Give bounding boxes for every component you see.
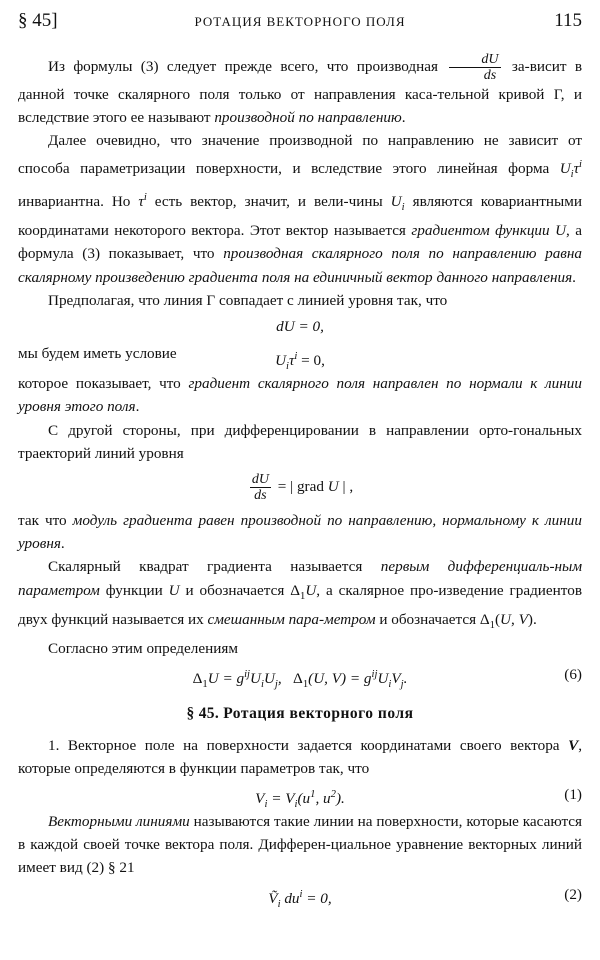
equation-2-tag: (2) (564, 885, 582, 903)
equation-1: $V_i = V_i(u^1$, $u^2$). (1) (18, 780, 582, 810)
paragraph-4: мы будем иметь условие (18, 345, 177, 363)
section-heading: § 45. Ротация векторного поля (186, 705, 414, 723)
header-title: РОТАЦИЯ ВЕКТОРНОГО ПОЛЯ (194, 14, 406, 29)
paragraph-1: Из формулы (3) следует прежде всего, что производная $\frac{dU}{ds}$ за-висит в данной точке скалярного поля только от направления каса-тельной кривой Г, и вследствие этого ее называют производной по направлению. (18, 52, 583, 127)
body-text (18, 52, 582, 910)
equation-6: $\Delta_1U = g^{ij}U_iU_j$, $\Delta_1(U$, $V) = g^{ij}U_iV_j$. (6) (18, 660, 582, 690)
equation-U-tau-zero: $U_i\tau^i = 0$, (275, 351, 325, 373)
equation-grad-modulus: $\frac{dU}{ds}$ = | grad U | , (251, 472, 354, 504)
equation-1-tag: (1) (564, 785, 582, 803)
paragraph-11: Векторными линиями называются такие линии на поверхности, которые касаются в каждой своей точке вектора поля. Дифферен-циальное уравнение векторных линий имеет вид (2) § 21 (18, 812, 583, 877)
paragraph-10: 1. Векторное поле на поверхности задается координатами своего вектора V, которые определяются в функции параметров так, что (18, 736, 583, 777)
header-section-ref: § 45] (18, 10, 58, 31)
equation-2: Ṽ$_i$ $du^i = 0$, (2) (18, 880, 582, 910)
paragraph-6: С другой стороны, при дифференцировании в направлении орто-гональных траекторий линий уровня (18, 421, 582, 462)
paragraph-7: так что модуль градиента равен производной по направлению, нормальному к линии уровня. (18, 512, 582, 553)
paragraph-5: которое показывает, что градиент скалярного поля направлен по нормали к линии уровня этого поля. (18, 375, 582, 416)
paragraph-3: Предполагая, что линия Г совпадает с линией уровня так, что (48, 291, 448, 309)
page-number: 115 (554, 10, 582, 31)
paragraph-2: Далее очевидно, что значение производной по направлению не зависит от способа параметризации поверхности, и вследствие этого линейная форма $U_i\tau^i$ инвариантна. Но $\tau^i$ есть вектор, значит, и вели-чины $U_i$ являются ковариантными координатами некоторого вектора. Этот вектор называется градиентом функции U, а формула (3) показывает, что производная скалярного поля по направлению равна скалярному произведению градиента поля на единичный вектор данного направления. (18, 132, 583, 286)
equation-dU-zero: dU = 0, (276, 318, 324, 336)
fraction-dU-ds: $\frac{dU}{ds}$ (449, 52, 500, 83)
paragraph-8: Скалярный квадрат градиента называется первым дифференциаль-ным параметром функции U и обозначается $\Delta_1U$, а скалярное про-изведение градиентов двух функций называется их смешанным пара-метром и обозначается $\Delta_1(U$, V). (18, 558, 583, 631)
equation-6-tag: (6) (564, 666, 582, 684)
paragraph-9: Согласно этим определениям (48, 640, 238, 658)
running-header (18, 10, 582, 34)
